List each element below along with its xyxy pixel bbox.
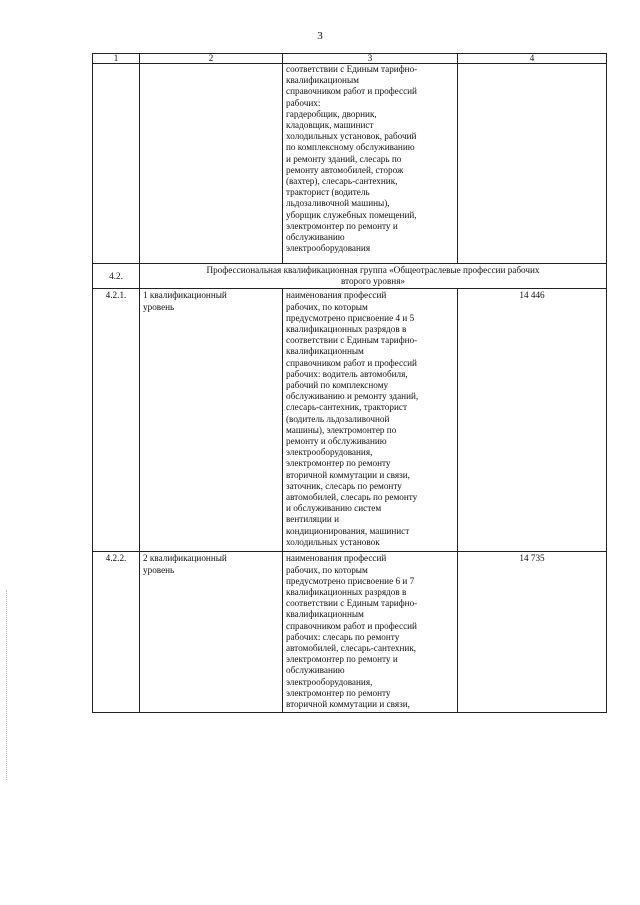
row-number: 4.2.1.: [93, 289, 140, 552]
table-row-continuation: [93, 64, 607, 264]
row-number: [93, 64, 140, 264]
profession-list: соответствии с Единым тарифно- квалификационым справочником работ и профессий рабочих: гардеробщик, дворник, кладовщик, машинист холодильных установок, рабочий по комплексному обслуживанию и ремонту зданий, слесарь по ремонту автомобилей, сторож (вахтер), слесарь-сантехник, тракторист (водитель льдозаливочной машины), уборщик служебных помещений, электромонтер по ремонту и обслуживанию электрооборудования: [283, 64, 458, 264]
column-header-3: 3: [283, 54, 458, 64]
row-number: 4.2.2.: [93, 552, 140, 713]
qualification-level: 1 квалификационный уровень: [140, 289, 283, 552]
profession-list: наименования профессий рабочих, по которым предусмотрено присвоение 6 и 7 квалификационных разрядов в соответствии с Единым тарифно- квалификационным справочником работ и профессий рабочих: слесарь по ремонту автомобилей, слесарь-сантехник, электромонтер по ремонту и обслуживанию электрооборудования, электромонтер по ремонту вторичной коммутации и связи,: [283, 552, 458, 713]
salary-value: [458, 64, 607, 264]
table-header-row: [93, 54, 607, 64]
table-row: [93, 289, 607, 552]
qualification-level: 2 квалификационный уровень: [140, 552, 283, 713]
tariff-table: [92, 53, 607, 713]
group-number: 4.2.: [93, 264, 140, 289]
group-title: Профессиональная квалификационная группа «Общеотраслевые профессии рабочих второго уровня»: [140, 264, 607, 289]
scan-margin-marks: [6, 590, 9, 780]
table-row: [93, 552, 607, 713]
salary-value: 14 446: [458, 289, 607, 552]
column-header-2: 2: [140, 54, 283, 64]
qualification-level: [140, 64, 283, 264]
profession-list: наименования профессий рабочих, по которым предусмотрено присвоение 4 и 5 квалификационных разрядов в соответствии с Единым тарифно- квалификационным справочником работ и профессий рабочих: водитель автомобиля, рабочий по комплексному обслуживанию и ремонту зданий, слесарь-сантехник, тракторист (водитель льдозаливочной машины), электромонтер по ремонту и обслуживанию электрооборудования, электромонтер по ремонту вторичной коммутации и связи, заточник, слесарь по ремонту автомобилей, слесарь по ремонту и обслуживанию систем вентиляции и кондиционирования, машинист холодильных установок: [283, 289, 458, 552]
salary-value: 14 735: [458, 552, 607, 713]
page-number: 3: [317, 30, 323, 42]
group-row: [93, 264, 607, 289]
column-header-1: 1: [93, 54, 140, 64]
column-header-4: 4: [458, 54, 607, 64]
